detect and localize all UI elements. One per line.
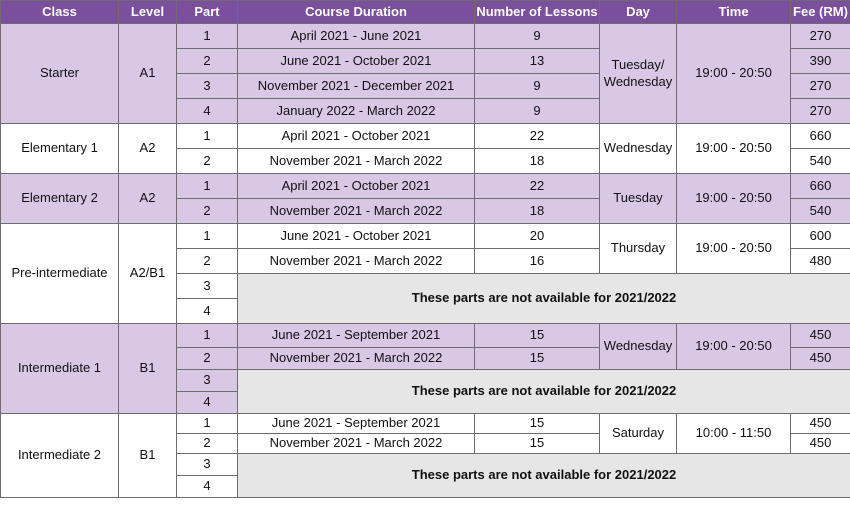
part-cell: 2 (177, 434, 238, 454)
time-cell: 19:00 - 20:50 (677, 124, 791, 174)
part-cell: 1 (177, 414, 238, 434)
time-cell: 19:00 - 20:50 (677, 24, 791, 124)
level-cell: A2/B1 (119, 224, 177, 324)
day-line-1: Tuesday/ (611, 57, 665, 73)
day-cell: Thursday (600, 224, 677, 274)
fee-cell: 390 (791, 49, 850, 74)
day-cell: Saturday (600, 414, 677, 454)
part-cell: 1 (177, 174, 238, 199)
header-day: Day (600, 1, 677, 24)
unavailable-note: These parts are not available for 2021/2022 (238, 274, 850, 324)
part-cell: 2 (177, 49, 238, 74)
time-cell: 10:00 - 11:50 (677, 414, 791, 454)
level-cell: A1 (119, 24, 177, 124)
fee-cell: 270 (791, 99, 850, 124)
duration-cell: November 2021 - March 2022 (238, 249, 475, 274)
header-number-of-lessons: Number of Lessons (475, 1, 600, 24)
part-cell: 2 (177, 348, 238, 370)
lessons-cell: 22 (475, 174, 600, 199)
header-fee: Fee (RM) (791, 1, 850, 24)
class-cell: Elementary 1 (1, 124, 119, 174)
duration-cell: June 2021 - September 2021 (238, 324, 475, 348)
duration-cell: April 2021 - October 2021 (238, 124, 475, 149)
fee-cell: 450 (791, 434, 850, 454)
header-class: Class (1, 1, 119, 24)
duration-cell: June 2021 - October 2021 (238, 224, 475, 249)
part-cell: 3 (177, 74, 238, 99)
time-cell: 19:00 - 20:50 (677, 174, 791, 224)
level-cell: B1 (119, 324, 177, 414)
lessons-cell: 15 (475, 348, 600, 370)
class-cell: Pre-intermediate (1, 224, 119, 324)
duration-cell: June 2021 - October 2021 (238, 49, 475, 74)
fee-cell: 450 (791, 324, 850, 348)
duration-cell: April 2021 - June 2021 (238, 24, 475, 49)
unavailable-note: These parts are not available for 2021/2022 (238, 370, 850, 414)
part-cell: 3 (177, 274, 238, 299)
day-cell (600, 24, 677, 124)
class-cell: Intermediate 1 (1, 324, 119, 414)
lessons-cell: 20 (475, 224, 600, 249)
class-cell: Starter (1, 24, 119, 124)
lessons-cell: 15 (475, 324, 600, 348)
fee-cell: 270 (791, 74, 850, 99)
table-row (1, 174, 850, 199)
part-cell: 4 (177, 299, 238, 324)
lessons-cell: 18 (475, 199, 600, 224)
part-cell: 1 (177, 24, 238, 49)
table-row (1, 24, 850, 49)
class-cell: Elementary 2 (1, 174, 119, 224)
day-line-2: Wednesday (603, 73, 673, 89)
table-row (1, 224, 850, 249)
part-cell: 3 (177, 370, 238, 392)
duration-cell: November 2021 - March 2022 (238, 348, 475, 370)
part-cell: 2 (177, 199, 238, 224)
lessons-cell: 15 (475, 434, 600, 454)
duration-cell: January 2022 - March 2022 (238, 99, 475, 124)
lessons-cell: 18 (475, 149, 600, 174)
header-course-duration: Course Duration (238, 1, 475, 24)
duration-cell: November 2021 - December 2021 (238, 74, 475, 99)
fee-cell: 450 (791, 348, 850, 370)
fee-cell: 660 (791, 174, 850, 199)
part-cell: 4 (177, 392, 238, 414)
duration-cell: November 2021 - March 2022 (238, 199, 475, 224)
part-cell: 4 (177, 476, 238, 498)
duration-cell: April 2021 - October 2021 (238, 174, 475, 199)
fee-cell: 480 (791, 249, 850, 274)
duration-cell: November 2021 - March 2022 (238, 149, 475, 174)
fee-cell: 600 (791, 224, 850, 249)
time-cell: 19:00 - 20:50 (677, 324, 791, 370)
unavailable-note: These parts are not available for 2021/2022 (238, 454, 850, 498)
duration-cell: June 2021 - September 2021 (238, 414, 475, 434)
lessons-cell: 16 (475, 249, 600, 274)
table-row (1, 124, 850, 149)
part-cell: 1 (177, 324, 238, 348)
fee-cell: 660 (791, 124, 850, 149)
fee-cell: 450 (791, 414, 850, 434)
fee-cell: 540 (791, 199, 850, 224)
day-cell: Wednesday (600, 124, 677, 174)
duration-cell: November 2021 - March 2022 (238, 434, 475, 454)
header-row (1, 1, 850, 24)
part-cell: 1 (177, 124, 238, 149)
part-cell: 2 (177, 149, 238, 174)
part-cell: 3 (177, 454, 238, 476)
lessons-cell: 22 (475, 124, 600, 149)
header-time: Time (677, 1, 791, 24)
lessons-cell: 9 (475, 74, 600, 99)
header-level: Level (119, 1, 177, 24)
fee-cell: 540 (791, 149, 850, 174)
lessons-cell: 13 (475, 49, 600, 74)
part-cell: 1 (177, 224, 238, 249)
lessons-cell: 15 (475, 414, 600, 434)
table-row (1, 414, 850, 434)
day-cell: Tuesday (600, 174, 677, 224)
day-cell: Wednesday (600, 324, 677, 370)
level-cell: B1 (119, 414, 177, 498)
lessons-cell: 9 (475, 24, 600, 49)
class-cell: Intermediate 2 (1, 414, 119, 498)
lessons-cell: 9 (475, 99, 600, 124)
part-cell: 4 (177, 99, 238, 124)
level-cell: A2 (119, 124, 177, 174)
level-cell: A2 (119, 174, 177, 224)
fee-cell: 270 (791, 24, 850, 49)
header-part: Part (177, 1, 238, 24)
part-cell: 2 (177, 249, 238, 274)
table-row (1, 324, 850, 348)
time-cell: 19:00 - 20:50 (677, 224, 791, 274)
